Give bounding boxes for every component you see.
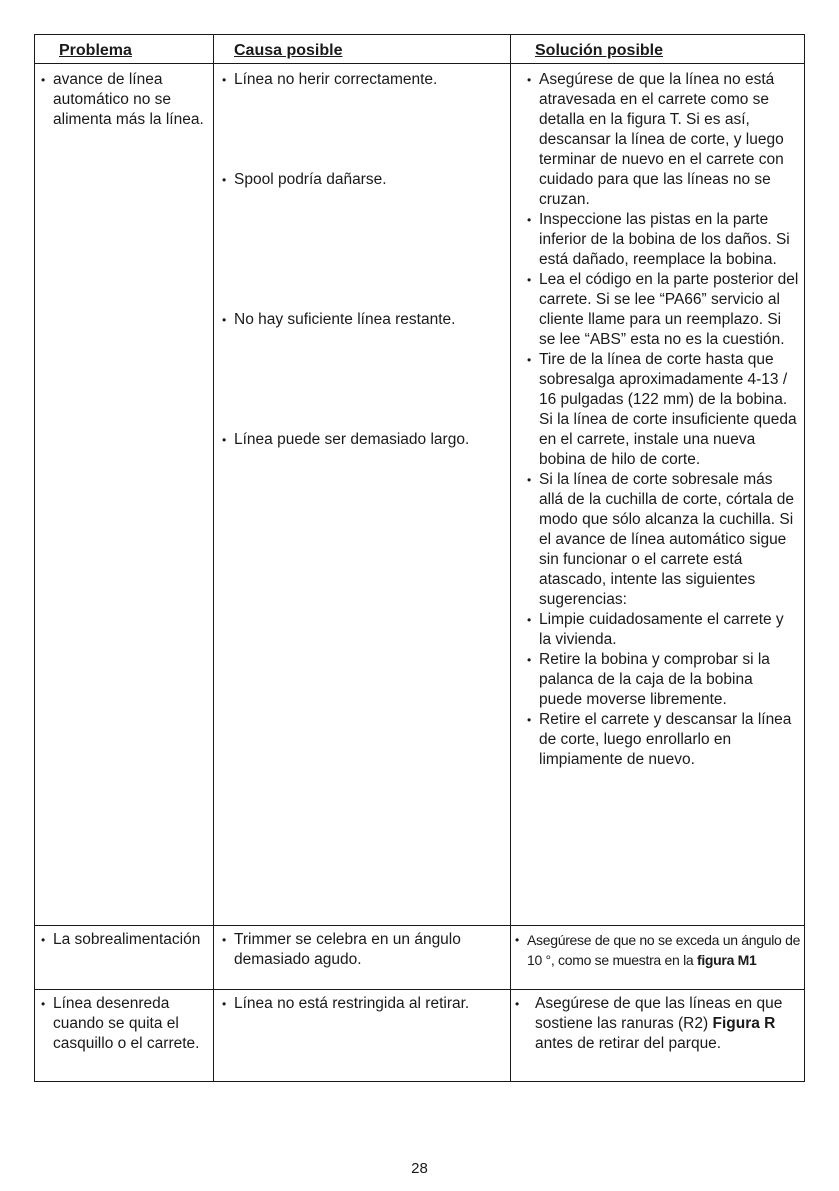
header-solution: Solución posible bbox=[511, 35, 805, 64]
solution-item bbox=[513, 930, 802, 970]
solution-item bbox=[513, 994, 800, 1054]
problem-cell bbox=[35, 926, 214, 990]
problem-text: • Línea desenreda cuando se quita el casquillo o el carrete. bbox=[39, 994, 207, 1054]
solution-item: • Limpie cuidadosamente el carrete y la vivienda. bbox=[525, 610, 800, 650]
cause-item: • No hay suficiente línea restante. bbox=[220, 310, 504, 330]
cause-cell bbox=[214, 926, 511, 990]
solution-item: • Tire de la línea de corte hasta que sobresalga aproximadamente 4-13 / 16 pulgadas (122 mm) de la bobina. Si la línea de corte insuficiente queda en el carrete, instale una nueva bobina de hilo de corte. bbox=[525, 350, 800, 470]
figure-reference: figura M1 bbox=[696, 952, 757, 968]
cause-item: • Línea no está restringida al retirar. bbox=[220, 994, 504, 1014]
cause-cell bbox=[214, 64, 511, 926]
cause-item: • Línea puede ser demasiado largo. bbox=[220, 430, 504, 450]
solution-text: Asegúrese de que las líneas en que sostiene las ranuras (R2) bbox=[535, 995, 783, 1032]
table-row bbox=[35, 990, 805, 1082]
cause-item: • Spool podría dañarse. bbox=[220, 170, 504, 190]
table-row bbox=[35, 926, 805, 990]
solution-item: • Retire el carrete y descansar la línea de corte, luego enrollarlo en limpiamente de nuevo. bbox=[525, 710, 800, 770]
table-row bbox=[35, 64, 805, 926]
solution-cell bbox=[511, 990, 805, 1082]
cause-cell bbox=[214, 990, 511, 1082]
table-header-row bbox=[35, 35, 805, 64]
figure-reference: Figura R bbox=[712, 1015, 776, 1032]
solution-cell bbox=[511, 64, 805, 926]
solution-item: • Asegúrese de que la línea no está atravesada en el carrete como se detalla en la figura T. Si es así, descansar la línea de corte, y luego terminar de nuevo en el carrete con cuidado para que las líneas no se cruzan. bbox=[525, 70, 800, 210]
problem-text: • avance de línea automático no se alimenta más la línea. bbox=[39, 70, 207, 130]
solution-item: • Si la línea de corte sobresale más allá de la cuchilla de corte, córtala de modo que sólo alcanza la cuchilla. Si el avance de línea automático sigue sin funcionar o el carrete está atascado, intente las siguientes sugerencias: bbox=[525, 470, 800, 610]
solution-tail: antes de retirar del parque. bbox=[535, 1035, 722, 1052]
header-problem: Problema bbox=[35, 35, 214, 64]
solution-item: • Retire la bobina y comprobar si la palanca de la caja de la bobina puede moverse libremente. bbox=[525, 650, 800, 710]
page-number: 28 bbox=[411, 1160, 428, 1177]
cause-item: • Trimmer se celebra en un ángulo demasiado agudo. bbox=[220, 930, 504, 970]
problem-cell bbox=[35, 64, 214, 926]
troubleshooting-table bbox=[34, 34, 805, 1082]
solution-cell bbox=[511, 926, 805, 990]
solution-text: Asegúrese de que no se exceda un ángulo de 10 °, como se muestra en la bbox=[527, 932, 801, 968]
problem-cell bbox=[35, 990, 214, 1082]
solution-item: • Lea el código en la parte posterior del carrete. Si se lee “PA66” servicio al cliente llame para un reemplazo. Si se lee “ABS” esta no es la cuestión. bbox=[525, 270, 800, 350]
cause-item: • Línea no herir correctamente. bbox=[220, 70, 504, 90]
header-cause: Causa posible bbox=[214, 35, 511, 64]
problem-text: • La sobrealimentación bbox=[39, 930, 207, 950]
solution-item: • Inspeccione las pistas en la parte inferior de la bobina de los daños. Si está dañado, reemplace la bobina. bbox=[525, 210, 800, 270]
